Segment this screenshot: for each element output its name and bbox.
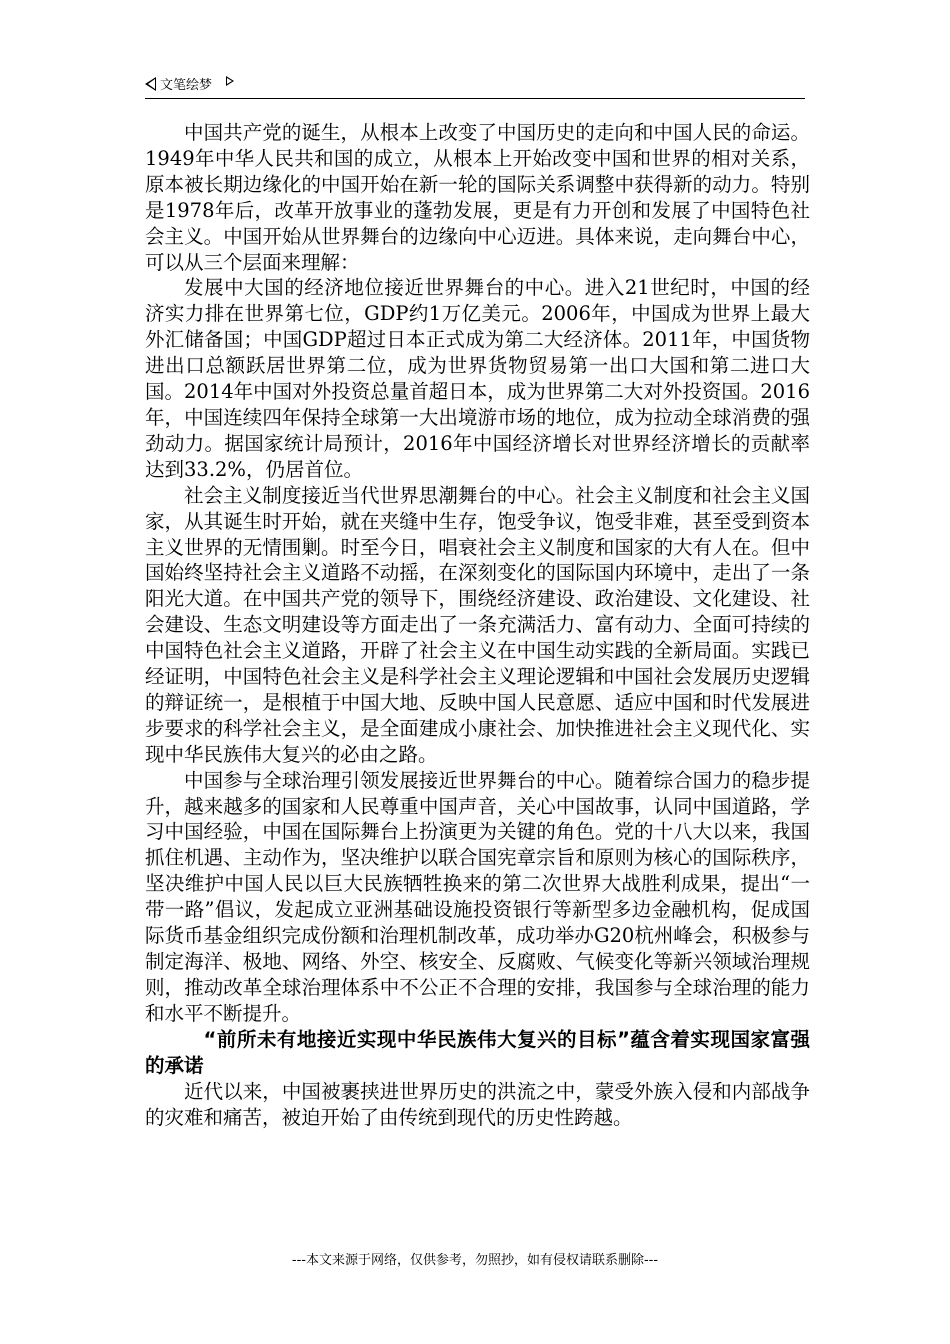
paragraph-1: 中国共产党的诞生，从根本上改变了中国历史的走向和中国人民的命运。1949年中华人民共和国的成立，从根本上开始改变中国和世界的相对关系，原本被长期边缘化的中国开始在新一轮的国际关系调整中获得新的动力。特别是1978年后，改革开放事业的蓬勃发展，更是有力开创和发展了中国特色社会主义。中国开始从世界舞台的边缘向中心迈进。具体来说，走向舞台中心，可以从三个层面来理解： xyxy=(145,121,810,274)
triangle-right-icon xyxy=(226,76,234,86)
paragraph-4: 中国参与全球治理引领发展接近世界舞台的中心。随着综合国力的稳步提升，越来越多的国家和人民尊重中国声音，关心中国故事，认同中国道路，学习中国经验，中国在国际舞台上扮演更为关键的角色。党的十八大以来，我国抓住机遇、主动作为，坚决维护以联合国宪章宗旨和原则为核心的国际秩序，坚决维护中国人民以巨大民族牺牲换来的第二次世界大战胜利成果，提出“一带一路”倡议，发起成立亚洲基础设施投资银行等新型多边金融机构，促成国际货币基金组织完成份额和治理机制改革，成功举办G20杭州峰会，积极参与制定海洋、极地、网络、外空、核安全、反腐败、气候变化等新兴领域治理规则，推动改革全球治理体系中不公正不合理的安排，我国参与全球治理的能力和水平不断提升。 xyxy=(145,768,810,1025)
paragraph-2: 发展中大国的经济地位接近世界舞台的中心。进入21世纪时，中国的经济实力排在世界第七位，GDP约1万亿美元。2006年，中国成为世界上最大外汇储备国；中国GDP超过日本正式成为第二大经济体。2011年，中国货物进出口总额跃居世界第二位，成为世界货物贸易第一出口大国和第二进口大国。2014年中国对外投资总量首超日本，成为世界第二大对外投资国。2016年，中国连续四年保持全球第一大出境游市场的地位，成为拉动全球消费的强劲动力。据国家统计局预计，2016年中国经济增长对世界经济增长的贡献率达到33.2%，仍居首位。 xyxy=(145,276,810,481)
paragraph-3: 社会主义制度接近当代世界思潮舞台的中心。社会主义制度和社会主义国家，从其诞生时开始，就在夹缝中生存，饱受争议，饱受非难，甚至受到资本主义世界的无情围剿。时至今日，唱衰社会主义制度和国家的大有人在。但中国始终坚持社会主义道路不动摇，在深刻变化的国际国内环境中，走出了一条阳光大道。在中国共产党的领导下，围绕经济建设、政治建设、文化建设、社会建设、生态文明建设等方面走出了一条充满活力、富有动力、全面可持续的中国特色社会主义道路，开辟了社会主义在中国生动实践的全新局面。实践已经证明，中国特色社会主义是科学社会主义理论逻辑和中国社会发展历史逻辑的辩证统一，是根植于中国大地、反映中国人民意愿、适应中国和时代发展进步要求的科学社会主义，是全面建成小康社会、加快推进社会主义现代化、实现中华民族伟大复兴的必由之路。 xyxy=(145,483,810,766)
triangle-left-icon xyxy=(145,77,156,91)
section-heading: “前所未有地接近实现中华民族伟大复兴的目标”蕴含着实现国家富强的承诺 xyxy=(145,1027,810,1077)
page-header xyxy=(145,70,805,99)
page-footer: ---本文来源于网络，仅供参考，勿照抄，如有侵权请联系删除--- xyxy=(291,1253,659,1268)
brand-text: 文笔绘梦 xyxy=(160,78,213,93)
paragraph-5: 近代以来，中国被裹挟进世界历史的洪流之中，蒙受外族入侵和内部战争的灾难和痛苦，被迫开始了由传统到现代的历史性跨越。 xyxy=(145,1079,810,1129)
document-body xyxy=(145,120,810,1131)
header-brand xyxy=(145,74,234,93)
